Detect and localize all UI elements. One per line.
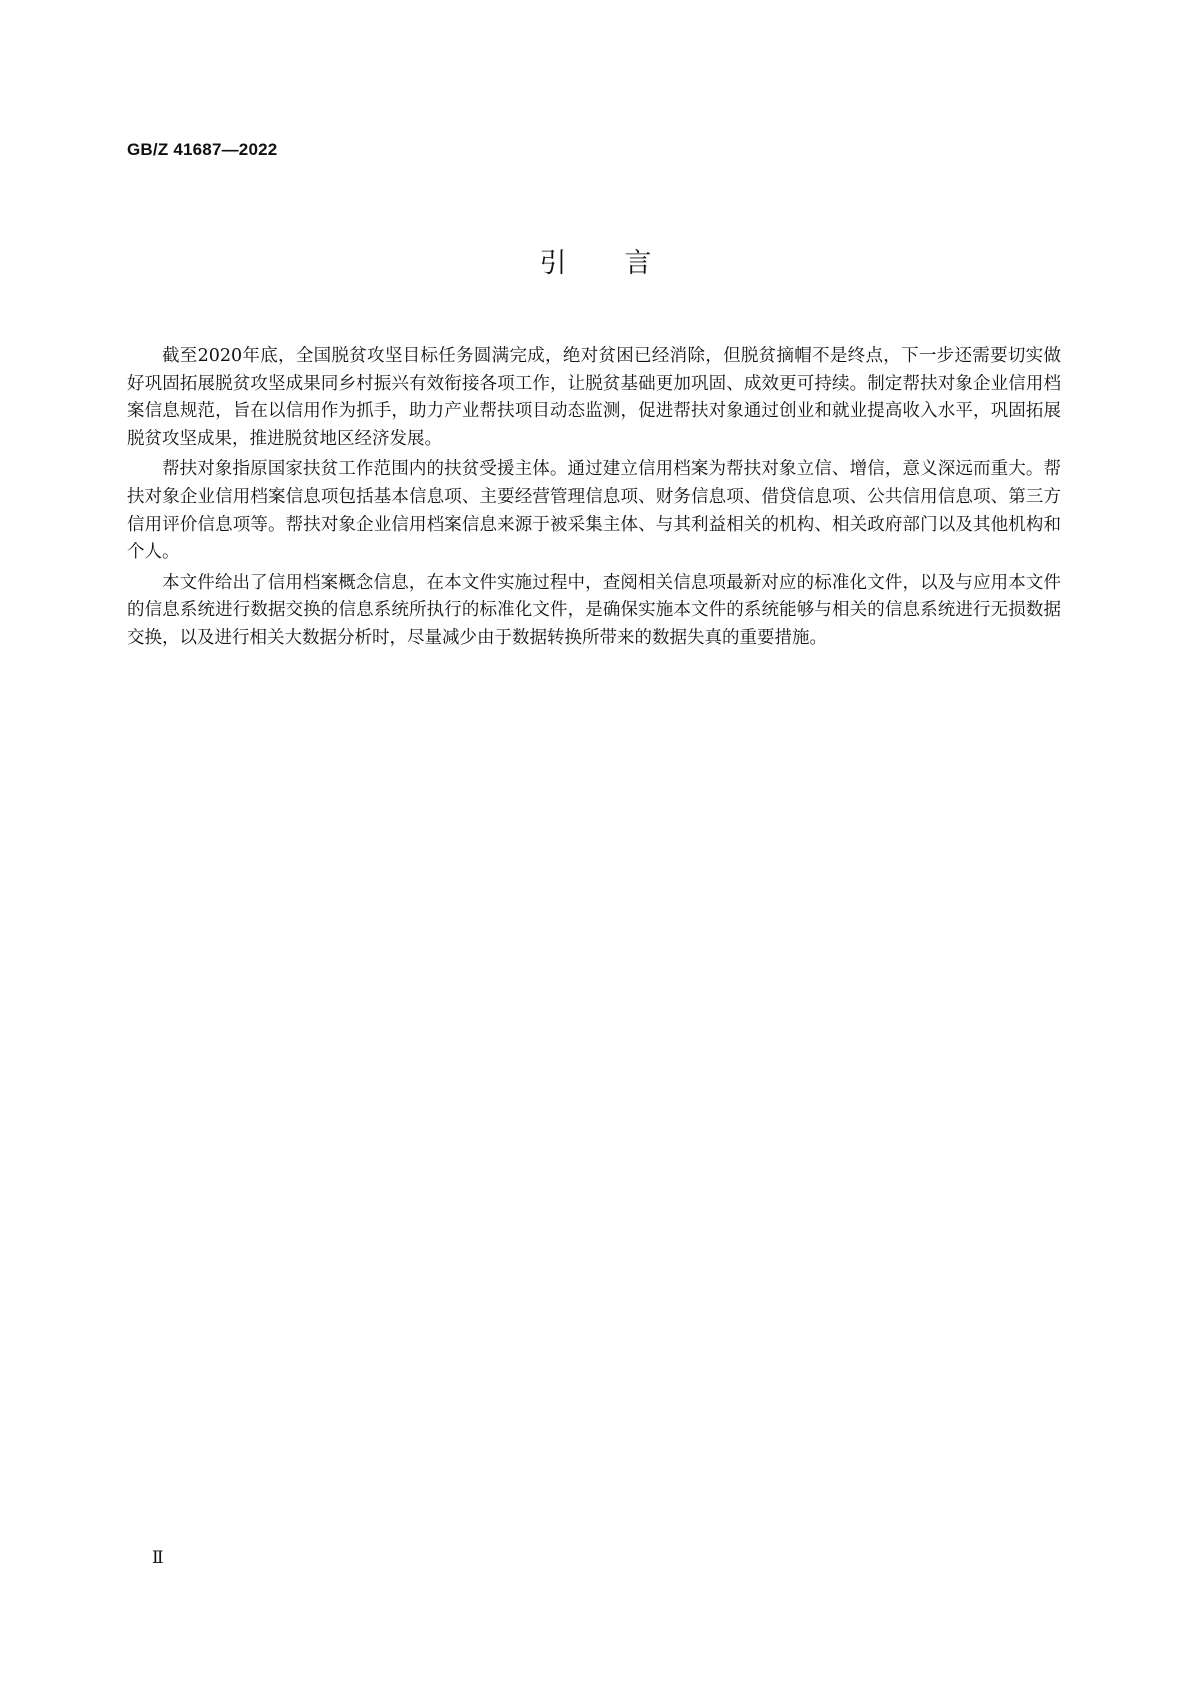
page-number: Ⅱ <box>152 1548 164 1568</box>
paragraph-2: 帮扶对象指原国家扶贫工作范围内的扶贫受援主体。通过建立信用档案为帮扶对象立信、增信，意义深远而重大。帮扶对象企业信用档案信息项包括基本信息项、主要经营管理信息项、财务信息项、借贷信息项、公共信用信息项、第三方信用评价信息项等。帮扶对象企业信用档案信息来源于被采集主体、与其利益相关的机构、相关政府部门以及其他机构和个人。 <box>127 459 1061 563</box>
paragraph-3: 本文件给出了信用档案概念信息，在本文件实施过程中，查阅相关信息项最新对应的标准化文件，以及与应用本文件的信息系统进行数据交换的信息系统所执行的标准化文件，是确保实施本文件的系统能够与相关的信息系统进行无损数据交换，以及进行相关大数据分析时，尽量减少由于数据转换所带来的数据失真的重要措施。 <box>127 572 1061 648</box>
standard-code: GB/Z 41687—2022 <box>127 140 278 159</box>
paragraph-1: 截至2020年底，全国脱贫攻坚目标任务圆满完成，绝对贫困已经消除，但脱贫摘帽不是终点，下一步还需要切实做好巩固拓展脱贫攻坚成果同乡村振兴有效衔接各项工作，让脱贫基础更加巩固、成效更可持续。制定帮扶对象企业信用档案信息规范，旨在以信用作为抓手，助力产业帮扶项目动态监测，促进帮扶对象通过创业和就业提高收入水平，巩固拓展脱贫攻坚成果，推进脱贫地区经济发展。 <box>127 346 1061 449</box>
section-title: 引言 <box>539 248 710 279</box>
body-text <box>127 343 1061 656</box>
